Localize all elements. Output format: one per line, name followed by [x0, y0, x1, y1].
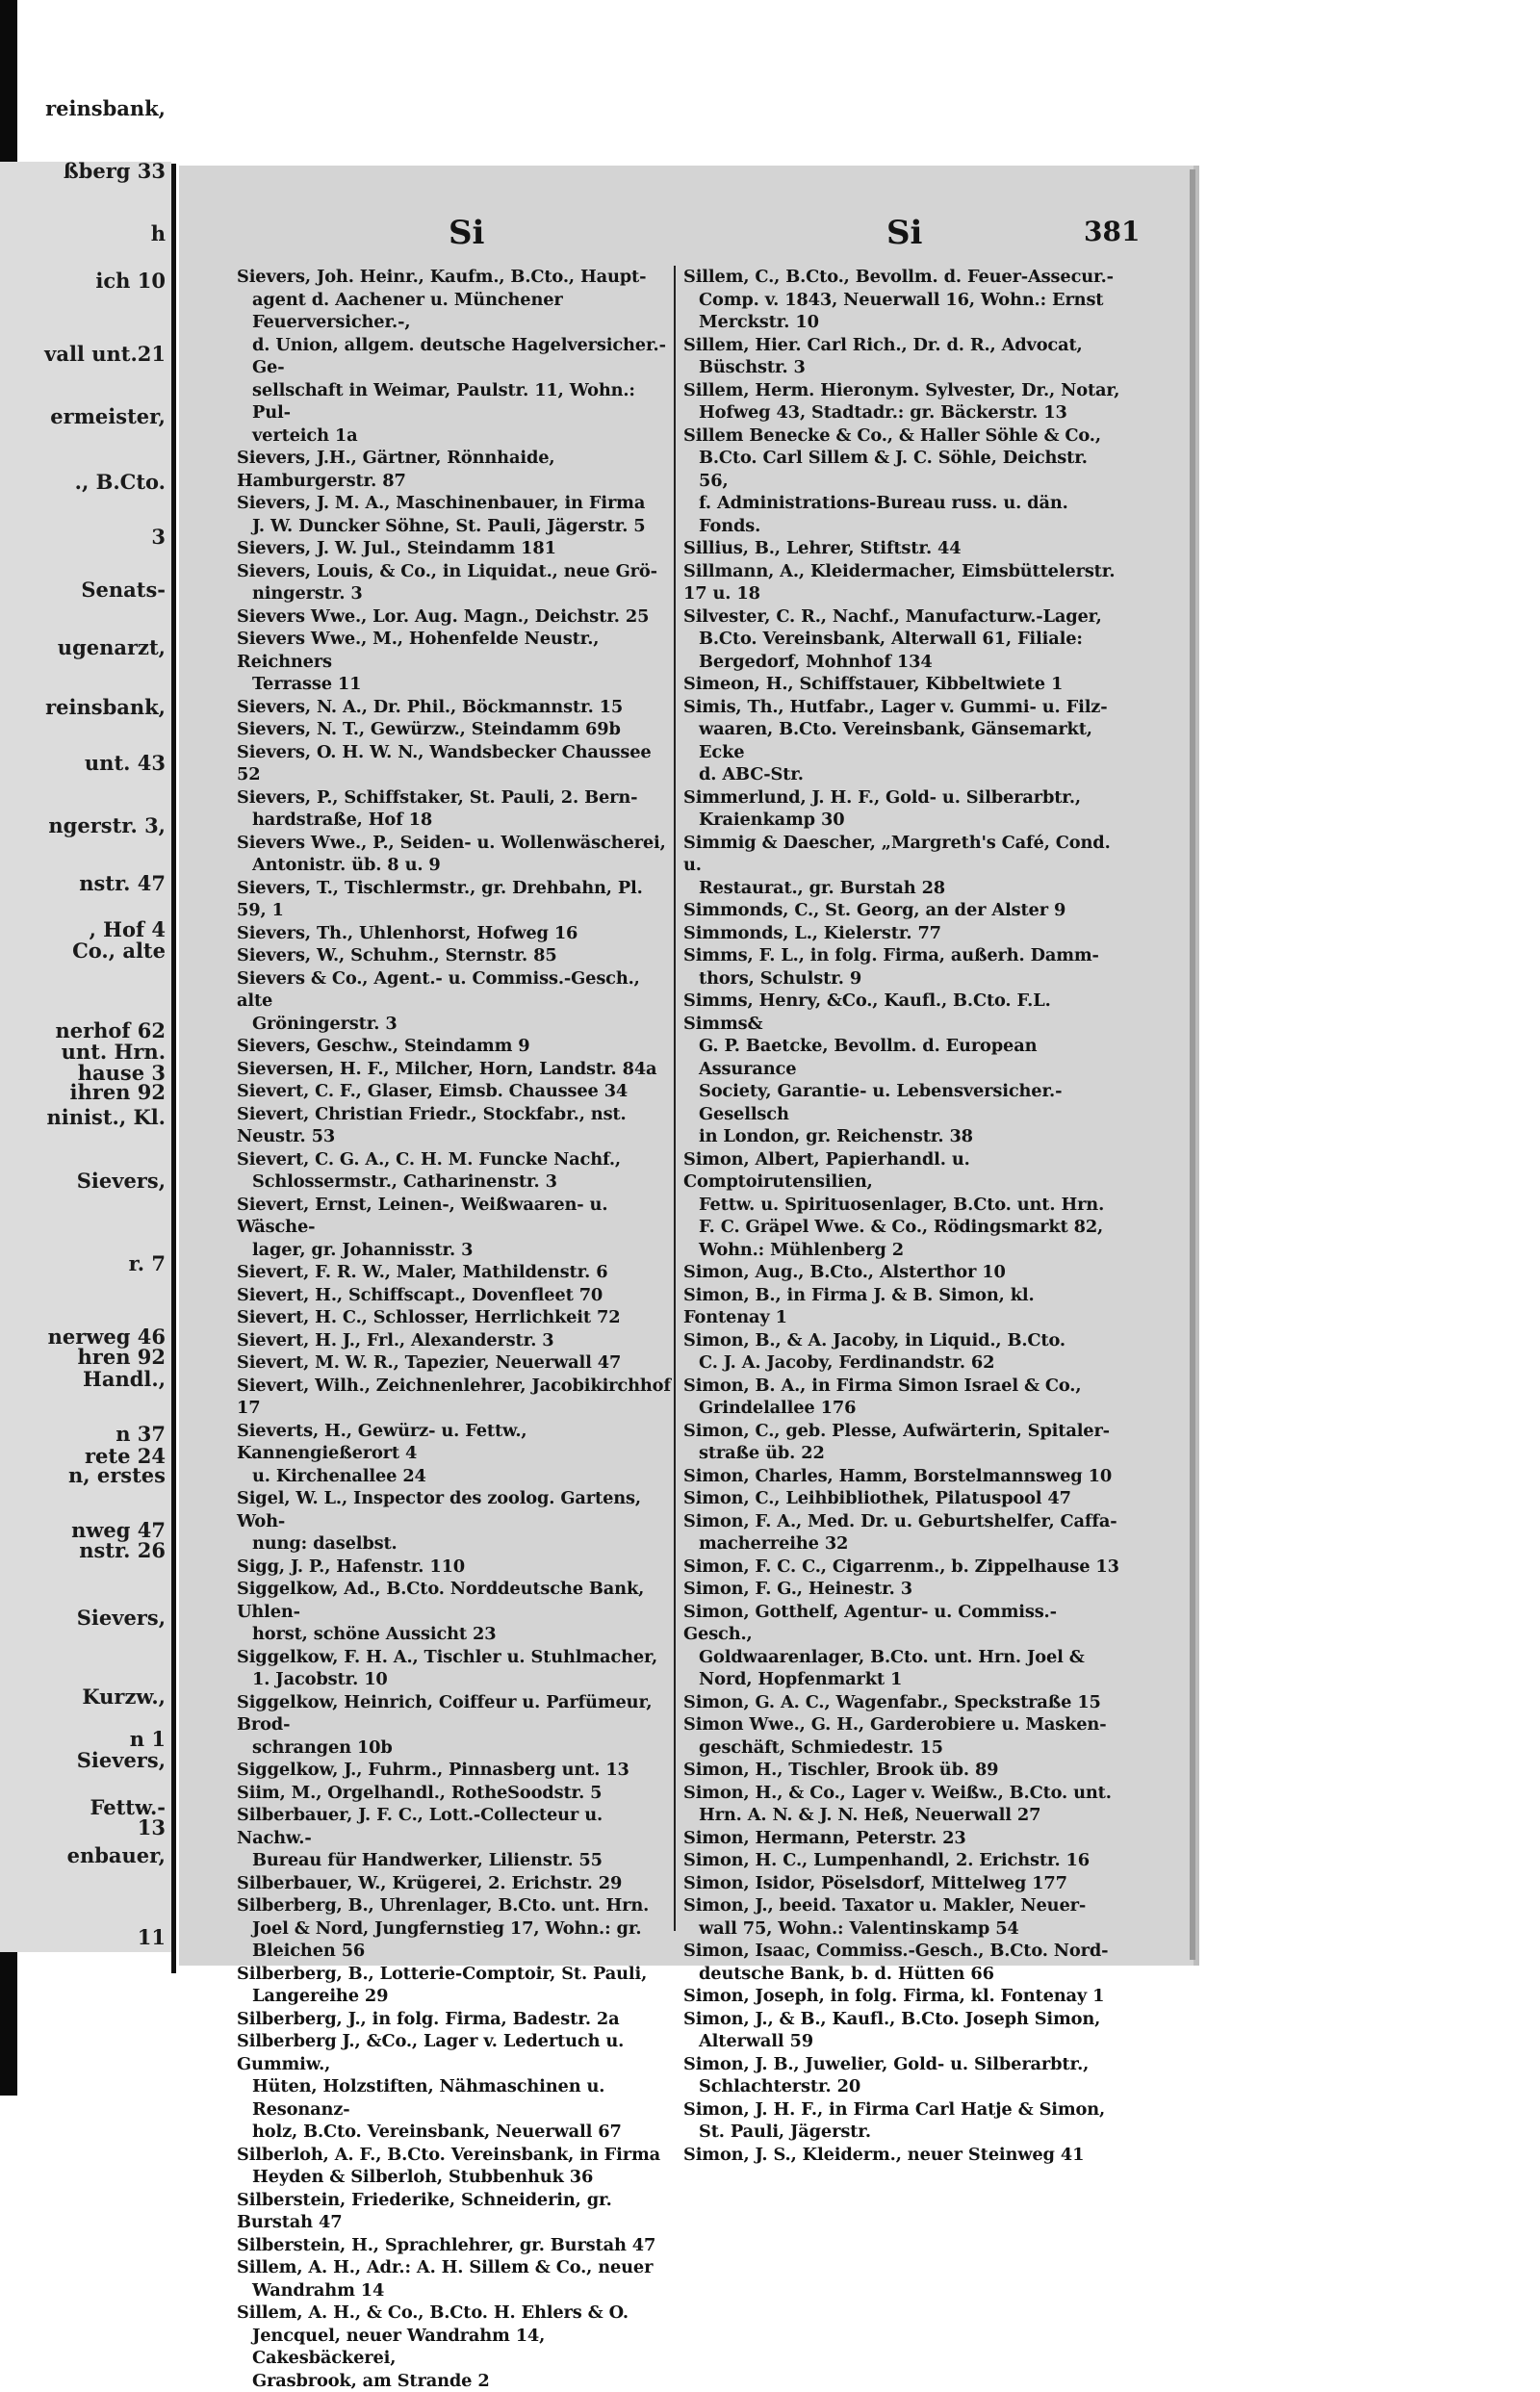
directory-entry: [237, 1035, 676, 1058]
directory-entry: [683, 990, 1122, 1148]
entry-continuation-line: Restaurat., gr. Burstah 28: [683, 877, 1122, 900]
entry-line: Siggelkow, F. H. A., Tischler u. Stuhlmacher,: [237, 1646, 676, 1669]
directory-entry: [683, 1465, 1122, 1488]
entry-continuation-line: Merckstr. 10: [683, 311, 1122, 334]
entry-line: Simon, J., & B., Kaufl., B.Cto. Joseph Simon,: [683, 2008, 1122, 2031]
entry-line: Simon, Charles, Hamm, Borstelmannsweg 10: [683, 1465, 1122, 1488]
previous-page-text: nweg 47: [71, 1518, 166, 1542]
previous-page-text: nstr. 47: [79, 871, 166, 895]
entry-line: Silberstein, H., Sprachlehrer, gr. Burstah 47: [237, 2234, 676, 2257]
entry-continuation-line: J. W. Duncker Söhne, St. Pauli, Jägerstr. 5: [237, 515, 676, 538]
entry-line: Simms, Henry, &Co., Kaufl., B.Cto. F.L. Simms&: [683, 990, 1122, 1035]
entry-continuation-line: macherreihe 32: [683, 1532, 1122, 1556]
directory-entry: [683, 334, 1122, 379]
entry-line: Simmig & Daescher, „Margreth's Café, Cond. u.: [683, 832, 1122, 877]
directory-entry: [683, 1261, 1122, 1284]
previous-page-text: Kurzw.,: [82, 1685, 166, 1709]
entry-line: Simmonds, L., Kielerstr. 77: [683, 922, 1122, 945]
entry-line: Sievert, H., Schiffscapt., Dovenfleet 70: [237, 1284, 676, 1307]
directory-entry: [683, 379, 1122, 424]
entry-continuation-line: u. Kirchenallee 24: [237, 1465, 676, 1488]
page-edge: [1190, 169, 1195, 1960]
entry-continuation-line: Comp. v. 1843, Neuerwall 16, Wohn.: Ernst: [683, 289, 1122, 312]
previous-page-text: Handl.,: [83, 1367, 166, 1391]
directory-entry: [683, 1827, 1122, 1850]
directory-entry: [683, 1487, 1122, 1510]
entry-continuation-line: horst, schöne Aussicht 23: [237, 1623, 676, 1646]
entry-line: Silberberg, B., Lotterie-Comptoir, St. Pauli,: [237, 1963, 676, 1986]
entry-continuation-line: ningerstr. 3: [237, 582, 676, 605]
directory-entry: [237, 877, 676, 922]
entry-continuation-line: Society, Garantie- u. Lebensversicher.-Gesellsch: [683, 1080, 1122, 1125]
entry-line: Sillius, B., Lehrer, Stiftstr. 44: [683, 537, 1122, 560]
directory-entry: [683, 1601, 1122, 1691]
directory-entry: [683, 1872, 1122, 1895]
directory-entry: [237, 2030, 676, 2144]
previous-page-text: 11: [138, 1925, 166, 1949]
entry-line: Simon, C., Leihbibliothek, Pilatuspool 47: [683, 1487, 1122, 1510]
entry-continuation-line: G. P. Baetcke, Bevollm. d. European Assurance: [683, 1035, 1122, 1080]
directory-entry: [237, 2302, 676, 2392]
directory-entry: [683, 605, 1122, 674]
directory-entry: [683, 2098, 1122, 2144]
previous-page-text: ihren 92: [70, 1080, 166, 1104]
entry-line: Sievers, J. W. Jul., Steindamm 181: [237, 537, 676, 560]
directory-entry: [237, 1782, 676, 1805]
previous-page-text: r. 7: [129, 1251, 166, 1275]
left-header-tag: Si: [449, 214, 484, 252]
entry-line: Sievers, J. M. A., Maschinenbauer, in Firma: [237, 492, 676, 515]
entry-continuation-line: agent d. Aachener u. Münchener Feuerversicher.-,: [237, 289, 676, 334]
entry-continuation-line: deutsche Bank, b. d. Hütten 66: [683, 1963, 1122, 1986]
previous-page-text: , Hof 4: [90, 917, 166, 941]
previous-page-text: Sievers,: [77, 1169, 166, 1193]
directory-entry: [237, 537, 676, 560]
previous-page-text: ngerstr. 3,: [48, 813, 166, 837]
entry-continuation-line: Schlachterstr. 20: [683, 2075, 1122, 2098]
entry-line: Silberbauer, W., Krügerei, 2. Erichstr. 29: [237, 1872, 676, 1895]
entry-continuation-line: F. C. Gräpel Wwe. & Co., Rödingsmarkt 82,: [683, 1216, 1122, 1239]
entry-line: Silberberg, B., Uhrenlager, B.Cto. unt. Hrn.: [237, 1894, 676, 1917]
directory-entry: [237, 2144, 676, 2189]
directory-entry: [237, 944, 676, 967]
directory-page: [179, 166, 1194, 1966]
directory-entry: [237, 1872, 676, 1895]
entry-line: Sillem, A. H., & Co., B.Cto. H. Ehlers & O.: [237, 2302, 676, 2325]
entry-line: Sievert, Wilh., Zeichnenlehrer, Jacobikirchhof 17: [237, 1375, 676, 1420]
directory-entry: [237, 967, 676, 1036]
entry-line: Simon, H. C., Lumpenhandl, 2. Erichstr. 16: [683, 1849, 1122, 1872]
entry-line: Simon, G. A. C., Wagenfabr., Speckstraße 15: [683, 1691, 1122, 1714]
entry-line: Simms, F. L., in folg. Firma, außerh. Damm-: [683, 944, 1122, 967]
entry-continuation-line: d. ABC-Str.: [683, 763, 1122, 786]
entry-continuation-line: in London, gr. Reichenstr. 38: [683, 1125, 1122, 1148]
directory-entry: [683, 1420, 1122, 1465]
directory-entry: [683, 537, 1122, 560]
directory-entry: [683, 786, 1122, 832]
directory-entry: [237, 1487, 676, 1556]
entry-line: Simmerlund, J. H. F., Gold- u. Silberarbtr.,: [683, 786, 1122, 810]
entry-line: Sillem, Herm. Hieronym. Sylvester, Dr., Notar,: [683, 379, 1122, 402]
entry-continuation-line: sellschaft in Weimar, Paulstr. 11, Wohn.: Pul-: [237, 379, 676, 424]
entry-line: Simon Wwe., G. H., Garderobiere u. Masken-: [683, 1713, 1122, 1736]
previous-page-text: Sievers,: [77, 1606, 166, 1630]
previous-page-fragment: [0, 162, 171, 1952]
previous-page-text: vall unt.21: [44, 342, 166, 366]
previous-page-text: Sievers,: [77, 1748, 166, 1772]
directory-entry: [237, 2256, 676, 2302]
previous-page-text: unt. 43: [85, 751, 166, 775]
directory-entry: [683, 2144, 1122, 2167]
previous-page-text: hause 3: [78, 1061, 166, 1085]
directory-entry: [237, 718, 676, 741]
entry-line: Sievert, Ernst, Leinen-, Weißwaaren- u. Wäsche-: [237, 1194, 676, 1239]
entry-line: Simon, Aug., B.Cto., Alsterthor 10: [683, 1261, 1122, 1284]
entry-continuation-line: nung: daselbst.: [237, 1532, 676, 1556]
entry-line: Sievers, J.H., Gärtner, Rönnhaide, Hamburgerstr. 87: [237, 447, 676, 492]
running-header: [179, 214, 1194, 262]
entry-line: Simon, Gotthelf, Agentur- u. Commiss.-Gesch.,: [683, 1601, 1122, 1646]
entry-continuation-line: Grindelallee 176: [683, 1397, 1122, 1420]
directory-entry: [237, 1804, 676, 1872]
entry-line: Sievers & Co., Agent.- u. Commiss.-Gesch., alte: [237, 967, 676, 1013]
directory-entry: [237, 1194, 676, 1262]
directory-entry: [683, 266, 1122, 334]
entry-line: Sievers, N. T., Gewürzw., Steindamm 69b: [237, 718, 676, 741]
directory-entry: [683, 1894, 1122, 1940]
directory-entry: [237, 1306, 676, 1329]
directory-entry: [237, 1103, 676, 1148]
page-number: 381: [1084, 216, 1140, 247]
previous-page-text: ninist., Kl.: [47, 1105, 167, 1129]
entry-continuation-line: f. Administrations-Bureau russ. u. dän. Fonds.: [683, 492, 1122, 537]
entry-line: Simon, F. A., Med. Dr. u. Geburtshelfer, Caffa-: [683, 1510, 1122, 1533]
directory-entry: [237, 1284, 676, 1307]
entry-line: Sievert, Christian Friedr., Stockfabr., nst. Neustr. 53: [237, 1103, 676, 1148]
entry-continuation-line: Hofweg 43, Stadtadr.: gr. Bäckerstr. 13: [683, 401, 1122, 424]
entry-line: Simon, Hermann, Peterstr. 23: [683, 1827, 1122, 1850]
right-column: [683, 266, 1122, 2166]
directory-entry: [683, 1329, 1122, 1375]
entry-line: Sievert, H. J., Frl., Alexanderstr. 3: [237, 1329, 676, 1352]
entry-line: Silberberg J., &Co., Lager v. Ledertuch u. Gummiw.,: [237, 2030, 676, 2075]
entry-continuation-line: Kraienkamp 30: [683, 809, 1122, 832]
previous-page-text: rete 24: [85, 1444, 166, 1468]
entry-line: Simon, C., geb. Plesse, Aufwärterin, Spitaler-: [683, 1420, 1122, 1443]
directory-entry: [237, 1894, 676, 1963]
entry-line: Sievers, T., Tischlermstr., gr. Drehbahn, Pl. 59, 1: [237, 877, 676, 922]
entry-line: Sillmann, A., Kleidermacher, Eimsbüttelerstr. 17 u. 18: [683, 560, 1122, 605]
entry-continuation-line: schrangen 10b: [237, 1736, 676, 1760]
previous-page-text: ugenarzt,: [58, 635, 166, 659]
directory-entry: [683, 1985, 1122, 2008]
entry-line: Sievert, H. C., Schlosser, Herrlichkeit 72: [237, 1306, 676, 1329]
directory-entry: [237, 1759, 676, 1782]
entry-continuation-line: Jencquel, neuer Wandrahm 14, Cakesbäckerei,: [237, 2325, 676, 2370]
directory-entry: [237, 1691, 676, 1760]
entry-continuation-line: lager, gr. Johannisstr. 3: [237, 1239, 676, 1262]
entry-continuation-line: Wohn.: Mühlenberg 2: [683, 1239, 1122, 1262]
previous-page-text: nerhof 62: [55, 1018, 166, 1042]
entry-line: Silberberg, J., in folg. Firma, Badestr. 2a: [237, 2008, 676, 2031]
entry-continuation-line: Bureau für Handwerker, Lilienstr. 55: [237, 1849, 676, 1872]
directory-entry: [237, 492, 676, 537]
directory-entry: [237, 560, 676, 605]
entry-line: Sigg, J. P., Hafenstr. 110: [237, 1556, 676, 1579]
entry-line: Sievers, Th., Uhlenhorst, Hofweg 16: [237, 922, 676, 945]
entry-line: Simon, J. B., Juwelier, Gold- u. Silberarbtr.,: [683, 2053, 1122, 2076]
entry-line: Sillem Benecke & Co., & Haller Söhle & Co.,: [683, 424, 1122, 448]
entry-line: Silberbauer, J. F. C., Lott.-Collecteur u. Nachw.-: [237, 1804, 676, 1849]
previous-page-text: h: [151, 221, 166, 245]
directory-entry: [237, 1351, 676, 1375]
entry-continuation-line: St. Pauli, Jägerstr.: [683, 2121, 1122, 2144]
entry-continuation-line: geschäft, Schmiedestr. 15: [683, 1736, 1122, 1760]
entry-continuation-line: straße üb. 22: [683, 1442, 1122, 1465]
directory-entry: [683, 832, 1122, 900]
directory-entry: [683, 1940, 1122, 1985]
entry-line: Silberstein, Friederike, Schneiderin, gr. Burstah 47: [237, 2189, 676, 2234]
previous-page-text: n, erstes: [68, 1463, 166, 1487]
entry-line: Silberloh, A. F., B.Cto. Vereinsbank, in Firma: [237, 2144, 676, 2167]
entry-line: Sigel, W. L., Inspector des zoolog. Gartens, Woh-: [237, 1487, 676, 1532]
directory-entry: [237, 741, 676, 786]
directory-entry: [237, 1578, 676, 1646]
directory-entry: [683, 424, 1122, 538]
directory-entry: [237, 2189, 676, 2234]
directory-entry: [683, 1148, 1122, 1262]
directory-entry: [683, 1284, 1122, 1329]
entry-continuation-line: Terrasse 11: [237, 673, 676, 696]
directory-entry: [237, 2234, 676, 2257]
directory-entry: [683, 1849, 1122, 1872]
entry-line: Sievers Wwe., Lor. Aug. Magn., Deichstr. 25: [237, 605, 676, 629]
entry-line: Sillem, Hier. Carl Rich., Dr. d. R., Advocat,: [683, 334, 1122, 357]
entry-line: Simon, J., beeid. Taxator u. Makler, Neuer-: [683, 1894, 1122, 1917]
entry-continuation-line: waaren, B.Cto. Vereinsbank, Gänsemarkt, Ecke: [683, 718, 1122, 763]
entry-continuation-line: thors, Schulstr. 9: [683, 967, 1122, 990]
entry-continuation-line: hardstraße, Hof 18: [237, 809, 676, 832]
directory-entry: [683, 944, 1122, 990]
previous-page-text: unt. Hrn.: [62, 1040, 166, 1064]
entry-line: Sievers, Geschw., Steindamm 9: [237, 1035, 676, 1058]
entry-line: Sievert, C. G. A., C. H. M. Funcke Nachf.,: [237, 1148, 676, 1171]
directory-entry: [237, 1375, 676, 1420]
directory-entry: [683, 560, 1122, 605]
entry-line: Sievers, N. A., Dr. Phil., Böckmannstr. 15: [237, 696, 676, 719]
directory-entry: [683, 1782, 1122, 1827]
entry-continuation-line: Hrn. A. N. & J. N. Heß, Neuerwall 27: [683, 1804, 1122, 1827]
directory-entry: [237, 786, 676, 832]
entry-line: Siggelkow, J., Fuhrm., Pinnasberg unt. 13: [237, 1759, 676, 1782]
entry-continuation-line: Heyden & Silberloh, Stubbenhuk 36: [237, 2166, 676, 2189]
directory-entry: [237, 1080, 676, 1103]
directory-entry: [237, 696, 676, 719]
entry-line: Sieversen, H. F., Milcher, Horn, Landstr. 84a: [237, 1058, 676, 1081]
entry-continuation-line: wall 75, Wohn.: Valentinskamp 54: [683, 1917, 1122, 1941]
entry-line: Simon, H., Tischler, Brook üb. 89: [683, 1759, 1122, 1782]
entry-line: Siim, M., Orgelhandl., RotheSoodstr. 5: [237, 1782, 676, 1805]
entry-continuation-line: B.Cto. Carl Sillem & J. C. Söhle, Deichstr. 56,: [683, 447, 1122, 492]
entry-continuation-line: d. Union, allgem. deutsche Hagelversicher.-Ge-: [237, 334, 676, 379]
entry-line: Simon, Isaac, Commiss.-Gesch., B.Cto. Nord-: [683, 1940, 1122, 1963]
directory-entry: [683, 1713, 1122, 1759]
entry-line: Simeon, H., Schiffstauer, Kibbeltwiete 1: [683, 673, 1122, 696]
entry-continuation-line: Joel & Nord, Jungfernstieg 17, Wohn.: gr.: [237, 1917, 676, 1941]
entry-continuation-line: Fettw. u. Spirituosenlager, B.Cto. unt. Hrn.: [683, 1194, 1122, 1217]
directory-entry: [683, 673, 1122, 696]
previous-page-text: ermeister,: [50, 404, 166, 428]
directory-entry: [683, 1510, 1122, 1556]
entry-line: Simis, Th., Hutfabr., Lager v. Gummi- u. Filz-: [683, 696, 1122, 719]
entry-continuation-line: Antonistr. üb. 8 u. 9: [237, 854, 676, 877]
previous-page-text: nstr. 26: [79, 1538, 166, 1562]
entry-continuation-line: Wandrahm 14: [237, 2279, 676, 2302]
entry-line: Sillem, A. H., Adr.: A. H. Sillem & Co., neuer: [237, 2256, 676, 2279]
directory-entry: [683, 696, 1122, 786]
entry-continuation-line: Büschstr. 3: [683, 356, 1122, 379]
entry-continuation-line: holz, B.Cto. Vereinsbank, Neuerwall 67: [237, 2121, 676, 2144]
directory-entry: [237, 447, 676, 492]
previous-page-text: n 37: [116, 1422, 166, 1446]
entry-line: Siggelkow, Ad., B.Cto. Norddeutsche Bank, Uhlen-: [237, 1578, 676, 1623]
entry-line: Sillem, C., B.Cto., Bevollm. d. Feuer-Assecur.-: [683, 266, 1122, 289]
left-column: [237, 266, 676, 2392]
directory-entry: [237, 1148, 676, 1194]
previous-page-text: ich 10: [95, 269, 166, 293]
directory-entry: [237, 266, 676, 447]
directory-entry: [237, 832, 676, 877]
entry-line: Sievers Wwe., P., Seiden- u. Wollenwäscherei,: [237, 832, 676, 855]
directory-entry: [237, 2008, 676, 2031]
entry-continuation-line: Hüten, Holzstiften, Nähmaschinen u. Resonanz-: [237, 2075, 676, 2121]
entry-continuation-line: C. J. A. Jacoby, Ferdinandstr. 62: [683, 1351, 1122, 1375]
directory-entry: [237, 1329, 676, 1352]
previous-page-text: 13: [138, 1815, 166, 1839]
entry-continuation-line: Bleichen 56: [237, 1940, 676, 1963]
entry-line: Simon, J. H. F., in Firma Carl Hatje & Simon,: [683, 2098, 1122, 2122]
entry-continuation-line: verteich 1a: [237, 424, 676, 448]
directory-entry: [237, 1420, 676, 1488]
directory-entry: [683, 1759, 1122, 1782]
column-divider: [674, 266, 676, 1931]
entry-continuation-line: 1. Jacobstr. 10: [237, 1668, 676, 1691]
directory-entry: [683, 1691, 1122, 1714]
entry-continuation-line: Langereihe 29: [237, 1985, 676, 2008]
entry-line: Simon, Albert, Papierhandl. u. Comptoirutensilien,: [683, 1148, 1122, 1194]
directory-entry: [683, 2053, 1122, 2098]
previous-page-text: n 1: [130, 1727, 166, 1751]
previous-page-text: enbauer,: [67, 1843, 166, 1867]
entry-continuation-line: Gröningerstr. 3: [237, 1013, 676, 1036]
entry-line: Simon, F. G., Heinestr. 3: [683, 1578, 1122, 1601]
previous-page-text: reinsbank,: [45, 695, 166, 719]
entry-line: Sievers, W., Schuhm., Sternstr. 85: [237, 944, 676, 967]
entry-line: Simon, H., & Co., Lager v. Weißw., B.Cto. unt.: [683, 1782, 1122, 1805]
directory-entry: [683, 1556, 1122, 1579]
previous-page-text: ., B.Cto.: [75, 470, 166, 494]
entry-line: Sievers, Louis, & Co., in Liquidat., neue Grö-: [237, 560, 676, 583]
previous-page-text: nerweg 46: [48, 1325, 166, 1349]
entry-continuation-line: Schlossermstr., Catharinenstr. 3: [237, 1170, 676, 1194]
entry-line: Sievers, O. H. W. N., Wandsbecker Chaussee 52: [237, 741, 676, 786]
entry-line: Sievers, Joh. Heinr., Kaufm., B.Cto., Haupt-: [237, 266, 676, 289]
entry-line: Sieverts, H., Gewürz- u. Fettw., Kannengießerort 4: [237, 1420, 676, 1465]
entry-line: Sievert, C. F., Glaser, Eimsb. Chaussee 34: [237, 1080, 676, 1103]
entry-line: Silvester, C. R., Nachf., Manufacturw.-Lager,: [683, 605, 1122, 629]
entry-line: Simon, J. S., Kleiderm., neuer Steinweg 41: [683, 2144, 1122, 2167]
directory-entry: [237, 605, 676, 629]
entry-line: Simon, Joseph, in folg. Firma, kl. Fontenay 1: [683, 1985, 1122, 2008]
previous-page-text: reinsbank,: [45, 96, 166, 120]
entry-line: Sievers Wwe., M., Hohenfelde Neustr., Reichners: [237, 628, 676, 673]
entry-continuation-line: B.Cto. Vereinsbank, Alterwall 61, Filiale:: [683, 628, 1122, 651]
directory-entry: [237, 1058, 676, 1081]
entry-continuation-line: Nord, Hopfenmarkt 1: [683, 1668, 1122, 1691]
directory-entry: [683, 2008, 1122, 2053]
directory-entry: [683, 1578, 1122, 1601]
entry-line: Simon, B. A., in Firma Simon Israel & Co.,: [683, 1375, 1122, 1398]
directory-entry: [237, 1646, 676, 1691]
entry-continuation-line: Goldwaarenlager, B.Cto. unt. Hrn. Joel &: [683, 1646, 1122, 1669]
directory-entry: [683, 899, 1122, 922]
directory-entry: [237, 1261, 676, 1284]
entry-line: Simon, B., & A. Jacoby, in Liquid., B.Cto.: [683, 1329, 1122, 1352]
entry-continuation-line: Alterwall 59: [683, 2030, 1122, 2053]
previous-page-text: 3: [151, 525, 166, 549]
entry-line: Sievers, P., Schiffstaker, St. Pauli, 2. Bern-: [237, 786, 676, 810]
entry-line: Simon, Isidor, Pöselsdorf, Mittelweg 177: [683, 1872, 1122, 1895]
entry-continuation-line: Grasbrook, am Strande 2: [237, 2370, 676, 2392]
directory-entry: [237, 1556, 676, 1579]
directory-entry: [683, 1375, 1122, 1420]
previous-page-text: Fettw.-: [90, 1795, 166, 1819]
entry-line: Sievert, M. W. R., Tapezier, Neuerwall 47: [237, 1351, 676, 1375]
directory-entry: [237, 922, 676, 945]
entry-line: Sievert, F. R. W., Maler, Mathildenstr. 6: [237, 1261, 676, 1284]
entry-continuation-line: Bergedorf, Mohnhof 134: [683, 651, 1122, 674]
entry-line: Simon, F. C. C., Cigarrenm., b. Zippelhause 13: [683, 1556, 1122, 1579]
previous-page-text: Senats-: [81, 578, 166, 602]
directory-entry: [237, 1963, 676, 2008]
previous-page-text: Co., alte: [72, 939, 166, 963]
entry-line: Siggelkow, Heinrich, Coiffeur u. Parfümeur, Brod-: [237, 1691, 676, 1736]
previous-page-text: ßberg 33: [64, 159, 166, 183]
entry-line: Simon, B., in Firma J. & B. Simon, kl. Fontenay 1: [683, 1284, 1122, 1329]
gutter-line: [171, 164, 176, 1973]
right-header-tag: Si: [886, 214, 922, 252]
previous-page-text: hren 92: [78, 1345, 167, 1369]
directory-entry: [683, 922, 1122, 945]
directory-entry: [237, 628, 676, 696]
entry-line: Simmonds, C., St. Georg, an der Alster 9: [683, 899, 1122, 922]
